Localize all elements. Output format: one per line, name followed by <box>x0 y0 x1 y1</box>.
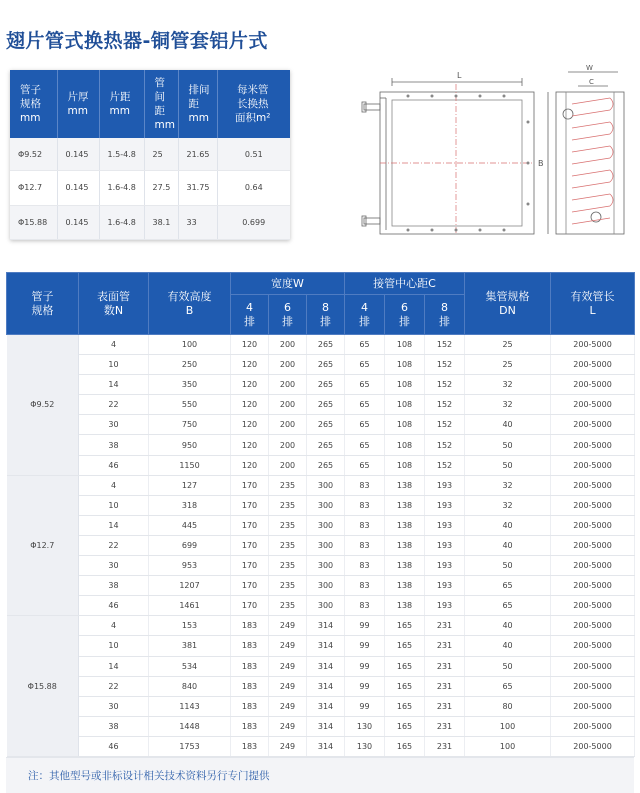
table-cell: 200 <box>269 455 307 475</box>
table-cell: 38 <box>79 716 149 736</box>
table-cell: 165 <box>385 676 425 696</box>
table-row <box>7 495 635 515</box>
table-cell: 165 <box>385 736 425 756</box>
spec-cell: 25 <box>144 138 178 171</box>
table-cell: 170 <box>231 475 269 495</box>
table-cell: 314 <box>307 736 345 756</box>
table-row <box>7 475 635 495</box>
table-cell: 300 <box>307 475 345 495</box>
table-cell: 314 <box>307 616 345 636</box>
table-cell: 65 <box>345 375 385 395</box>
table-cell: 200-5000 <box>551 596 635 616</box>
spec-cell: 0.51 <box>217 138 290 171</box>
table-cell: 300 <box>307 495 345 515</box>
table-cell: 249 <box>269 736 307 756</box>
table-cell: 200-5000 <box>551 435 635 455</box>
table-cell: 231 <box>425 696 465 716</box>
table-cell: 165 <box>385 696 425 716</box>
table-row <box>7 355 635 375</box>
table-cell: 265 <box>307 395 345 415</box>
table-cell: 235 <box>269 556 307 576</box>
pipe-spec-cell: Φ9.52 <box>7 335 79 476</box>
table-cell: 50 <box>465 455 551 475</box>
table-cell: 65 <box>465 596 551 616</box>
table-cell: 231 <box>425 656 465 676</box>
table-cell: 200-5000 <box>551 335 635 355</box>
table-cell: 265 <box>307 375 345 395</box>
spec-header-cell: 片厚 mm <box>57 70 99 138</box>
table-cell: 235 <box>269 576 307 596</box>
table-cell: 170 <box>231 515 269 535</box>
table-cell: 108 <box>385 415 425 435</box>
table-cell: 381 <box>149 636 231 656</box>
table-cell: 249 <box>269 656 307 676</box>
table-cell: 550 <box>149 395 231 415</box>
table-cell: 314 <box>307 716 345 736</box>
table-cell: 4 <box>79 475 149 495</box>
table-cell: 100 <box>465 716 551 736</box>
table-cell: 46 <box>79 736 149 756</box>
table-cell: 231 <box>425 676 465 696</box>
table-cell: 138 <box>385 556 425 576</box>
dim-label-w: W <box>586 64 593 72</box>
table-cell: 108 <box>385 435 425 455</box>
table-cell: 153 <box>149 616 231 636</box>
table-cell: 100 <box>465 736 551 756</box>
table-cell: 40 <box>465 415 551 435</box>
table-cell: 99 <box>345 696 385 716</box>
table-row <box>7 535 635 555</box>
heat-exchanger-diagram <box>360 62 628 244</box>
table-cell: 249 <box>269 716 307 736</box>
table-cell: 32 <box>465 395 551 415</box>
table-cell: 99 <box>345 636 385 656</box>
table-cell: 231 <box>425 736 465 756</box>
table-cell: 138 <box>385 576 425 596</box>
table-cell: 120 <box>231 335 269 355</box>
table-cell: 130 <box>345 716 385 736</box>
table-cell: 80 <box>465 696 551 716</box>
table-row <box>7 596 635 616</box>
table-cell: 108 <box>385 375 425 395</box>
table-cell: 193 <box>425 495 465 515</box>
spec-table-row <box>10 205 290 239</box>
table-cell: 152 <box>425 455 465 475</box>
table-cell: 83 <box>345 556 385 576</box>
table-cell: 200-5000 <box>551 535 635 555</box>
table-cell: 200 <box>269 435 307 455</box>
spec-cell: 1.5-4.8 <box>99 138 144 171</box>
table-cell: 83 <box>345 596 385 616</box>
table-cell: 170 <box>231 596 269 616</box>
table-cell: 200-5000 <box>551 395 635 415</box>
table-cell: 193 <box>425 576 465 596</box>
col-effective-length: 有效管长 L <box>551 273 635 335</box>
pipe-spec-cell: Φ12.7 <box>7 475 79 616</box>
table-cell: 108 <box>385 335 425 355</box>
table-cell: 138 <box>385 535 425 555</box>
table-cell: 1461 <box>149 596 231 616</box>
table-cell: 200-5000 <box>551 375 635 395</box>
col-width: 宽度W <box>231 273 345 295</box>
table-row <box>7 556 635 576</box>
table-cell: 300 <box>307 556 345 576</box>
table-cell: 46 <box>79 596 149 616</box>
table-cell: 65 <box>345 335 385 355</box>
table-cell: 50 <box>465 556 551 576</box>
table-cell: 200-5000 <box>551 515 635 535</box>
table-cell: 138 <box>385 495 425 515</box>
table-cell: 40 <box>465 535 551 555</box>
spec-cell: 0.699 <box>217 205 290 239</box>
table-cell: 10 <box>79 636 149 656</box>
table-cell: 200-5000 <box>551 636 635 656</box>
col-tube-count: 表面管 数N <box>79 273 149 335</box>
table-cell: 10 <box>79 355 149 375</box>
table-cell: 152 <box>425 335 465 355</box>
table-cell: 200-5000 <box>551 495 635 515</box>
table-cell: 108 <box>385 395 425 415</box>
table-cell: 25 <box>465 335 551 355</box>
table-cell: 235 <box>269 596 307 616</box>
table-cell: 235 <box>269 495 307 515</box>
table-cell: 46 <box>79 455 149 475</box>
spec-header-cell: 排间 距 mm <box>178 70 217 138</box>
table-cell: 183 <box>231 636 269 656</box>
table-cell: 165 <box>385 656 425 676</box>
table-cell: 30 <box>79 415 149 435</box>
spec-cell: Φ9.52 <box>10 138 57 171</box>
dim-label-l: L <box>457 71 462 80</box>
table-row <box>7 616 635 636</box>
table-cell: 83 <box>345 495 385 515</box>
table-cell: 83 <box>345 535 385 555</box>
table-cell: 200-5000 <box>551 415 635 435</box>
footnote-text: 注：其他型号或非标设计相关技术资料另行专门提供 <box>28 769 270 782</box>
spec-cell: 27.5 <box>144 171 178 205</box>
sub-col-rows: 8 排 <box>425 295 465 335</box>
table-cell: 193 <box>425 475 465 495</box>
spec-cell: 1.6-4.8 <box>99 171 144 205</box>
table-cell: 14 <box>79 515 149 535</box>
table-row <box>7 576 635 596</box>
table-row <box>7 696 635 716</box>
table-cell: 318 <box>149 495 231 515</box>
spec-cell: 0.145 <box>57 138 99 171</box>
table-row <box>7 656 635 676</box>
table-cell: 22 <box>79 395 149 415</box>
table-cell: 249 <box>269 636 307 656</box>
table-cell: 300 <box>307 515 345 535</box>
table-row <box>7 335 635 355</box>
table-cell: 1150 <box>149 455 231 475</box>
spec-header-cell: 片距 mm <box>99 70 144 138</box>
table-cell: 200 <box>269 375 307 395</box>
table-cell: 99 <box>345 616 385 636</box>
table-cell: 350 <box>149 375 231 395</box>
spec-cell: 38.1 <box>144 205 178 239</box>
table-cell: 152 <box>425 415 465 435</box>
table-cell: 249 <box>269 696 307 716</box>
spec-table-row <box>10 171 290 205</box>
pipe-spec-cell: Φ15.88 <box>7 616 79 757</box>
table-cell: 170 <box>231 535 269 555</box>
table-cell: 200-5000 <box>551 576 635 596</box>
table-cell: 231 <box>425 616 465 636</box>
spec-cell: 31.75 <box>178 171 217 205</box>
table-row <box>7 736 635 756</box>
table-cell: 183 <box>231 656 269 676</box>
table-cell: 200 <box>269 395 307 415</box>
table-cell: 300 <box>307 576 345 596</box>
table-cell: 138 <box>385 515 425 535</box>
sub-col-rows: 4 排 <box>345 295 385 335</box>
spec-cell: 21.65 <box>178 138 217 171</box>
table-cell: 120 <box>231 355 269 375</box>
table-row <box>7 676 635 696</box>
table-cell: 83 <box>345 576 385 596</box>
col-pipe-spec: 管子 规格 <box>7 273 79 335</box>
table-cell: 200-5000 <box>551 716 635 736</box>
table-cell: 120 <box>231 435 269 455</box>
table-cell: 265 <box>307 455 345 475</box>
page-title: 翅片管式换热器-铜管套铝片式 <box>6 30 268 52</box>
table-cell: 200-5000 <box>551 656 635 676</box>
table-cell: 950 <box>149 435 231 455</box>
table-cell: 25 <box>465 355 551 375</box>
table-cell: 14 <box>79 375 149 395</box>
table-row <box>7 455 635 475</box>
table-cell: 183 <box>231 616 269 636</box>
table-cell: 22 <box>79 535 149 555</box>
table-cell: 65 <box>345 435 385 455</box>
spec-cell: 0.145 <box>57 171 99 205</box>
table-cell: 200-5000 <box>551 455 635 475</box>
table-cell: 40 <box>465 616 551 636</box>
table-cell: 314 <box>307 636 345 656</box>
table-cell: 235 <box>269 475 307 495</box>
table-cell: 200 <box>269 415 307 435</box>
table-cell: 183 <box>231 736 269 756</box>
table-cell: 193 <box>425 596 465 616</box>
table-cell: 165 <box>385 616 425 636</box>
table-cell: 120 <box>231 455 269 475</box>
table-cell: 65 <box>345 355 385 375</box>
table-cell: 83 <box>345 475 385 495</box>
table-cell: 38 <box>79 435 149 455</box>
col-header-dn: 集管规格 DN <box>465 273 551 335</box>
table-cell: 1207 <box>149 576 231 596</box>
table-row <box>7 515 635 535</box>
table-cell: 200 <box>269 335 307 355</box>
table-cell: 152 <box>425 395 465 415</box>
sub-col-rows: 6 排 <box>269 295 307 335</box>
table-cell: 65 <box>345 415 385 435</box>
table-cell: 200-5000 <box>551 556 635 576</box>
spec-cell: 1.6-4.8 <box>99 205 144 239</box>
table-cell: 120 <box>231 375 269 395</box>
spec-cell: 0.145 <box>57 205 99 239</box>
table-cell: 50 <box>465 435 551 455</box>
spec-cell: 33 <box>178 205 217 239</box>
table-cell: 183 <box>231 676 269 696</box>
table-cell: 30 <box>79 556 149 576</box>
table-cell: 265 <box>307 435 345 455</box>
sub-col-rows: 8 排 <box>307 295 345 335</box>
table-cell: 120 <box>231 415 269 435</box>
table-cell: 38 <box>79 576 149 596</box>
spec-header-cell: 每米管 长换热 面积m² <box>217 70 290 138</box>
table-cell: 14 <box>79 656 149 676</box>
table-cell: 445 <box>149 515 231 535</box>
table-cell: 108 <box>385 355 425 375</box>
table-cell: 99 <box>345 676 385 696</box>
table-cell: 170 <box>231 495 269 515</box>
table-cell: 193 <box>425 535 465 555</box>
table-cell: 4 <box>79 335 149 355</box>
table-cell: 32 <box>465 475 551 495</box>
table-cell: 250 <box>149 355 231 375</box>
table-cell: 1448 <box>149 716 231 736</box>
table-cell: 200-5000 <box>551 696 635 716</box>
table-cell: 130 <box>345 736 385 756</box>
table-cell: 265 <box>307 335 345 355</box>
table-cell: 193 <box>425 556 465 576</box>
table-cell: 32 <box>465 375 551 395</box>
table-cell: 183 <box>231 716 269 736</box>
table-cell: 249 <box>269 676 307 696</box>
table-cell: 120 <box>231 395 269 415</box>
spec-table <box>10 70 290 240</box>
table-cell: 200-5000 <box>551 736 635 756</box>
table-row <box>7 375 635 395</box>
table-cell: 200-5000 <box>551 616 635 636</box>
table-cell: 40 <box>465 515 551 535</box>
table-cell: 699 <box>149 535 231 555</box>
dimension-table <box>6 272 634 793</box>
table-cell: 170 <box>231 556 269 576</box>
footnote <box>6 757 634 793</box>
table-cell: 300 <box>307 535 345 555</box>
table-row <box>7 716 635 736</box>
dim-label-b: B <box>538 159 544 168</box>
table-cell: 65 <box>345 455 385 475</box>
table-cell: 235 <box>269 535 307 555</box>
table-cell: 750 <box>149 415 231 435</box>
table-cell: 200-5000 <box>551 676 635 696</box>
col-center-distance: 接管中心距C <box>345 273 465 295</box>
table-cell: 840 <box>149 676 231 696</box>
table-cell: 265 <box>307 355 345 375</box>
col-effective-height: 有效高度 B <box>149 273 231 335</box>
table-cell: 165 <box>385 636 425 656</box>
table-row <box>7 415 635 435</box>
table-cell: 200 <box>269 355 307 375</box>
table-cell: 165 <box>385 716 425 736</box>
table-cell: 265 <box>307 415 345 435</box>
table-cell: 249 <box>269 616 307 636</box>
dim-label-c: C <box>589 78 594 86</box>
table-cell: 1753 <box>149 736 231 756</box>
table-cell: 231 <box>425 636 465 656</box>
table-cell: 314 <box>307 696 345 716</box>
spec-header-cell: 管间 距 mm <box>144 70 178 138</box>
table-cell: 534 <box>149 656 231 676</box>
table-cell: 953 <box>149 556 231 576</box>
table-cell: 50 <box>465 656 551 676</box>
table-cell: 138 <box>385 596 425 616</box>
spec-table-row <box>10 138 290 171</box>
table-cell: 300 <box>307 596 345 616</box>
table-cell: 152 <box>425 375 465 395</box>
spec-cell: Φ15.88 <box>10 205 57 239</box>
table-cell: 32 <box>465 495 551 515</box>
sub-col-rows: 6 排 <box>385 295 425 335</box>
spec-cell: Φ12.7 <box>10 171 57 205</box>
table-cell: 152 <box>425 435 465 455</box>
table-row <box>7 395 635 415</box>
sub-col-rows: 4 排 <box>231 295 269 335</box>
table-cell: 30 <box>79 696 149 716</box>
table-cell: 152 <box>425 355 465 375</box>
spec-cell: 0.64 <box>217 171 290 205</box>
table-cell: 183 <box>231 696 269 716</box>
spec-header-cell: 管子 规格 mm <box>10 70 57 138</box>
table-cell: 193 <box>425 515 465 535</box>
table-cell: 1143 <box>149 696 231 716</box>
table-cell: 314 <box>307 656 345 676</box>
table-cell: 65 <box>345 395 385 415</box>
table-cell: 314 <box>307 676 345 696</box>
table-cell: 200-5000 <box>551 355 635 375</box>
table-cell: 170 <box>231 576 269 596</box>
table-cell: 138 <box>385 475 425 495</box>
table-cell: 10 <box>79 495 149 515</box>
table-cell: 99 <box>345 656 385 676</box>
table-row <box>7 435 635 455</box>
table-cell: 40 <box>465 636 551 656</box>
table-cell: 100 <box>149 335 231 355</box>
table-cell: 65 <box>465 676 551 696</box>
table-cell: 108 <box>385 455 425 475</box>
table-cell: 231 <box>425 716 465 736</box>
table-cell: 127 <box>149 475 231 495</box>
table-row <box>7 636 635 656</box>
table-cell: 235 <box>269 515 307 535</box>
table-cell: 83 <box>345 515 385 535</box>
spec-table-header <box>10 70 290 138</box>
table-cell: 65 <box>465 576 551 596</box>
table-cell: 22 <box>79 676 149 696</box>
table-cell: 4 <box>79 616 149 636</box>
table-cell: 200-5000 <box>551 475 635 495</box>
